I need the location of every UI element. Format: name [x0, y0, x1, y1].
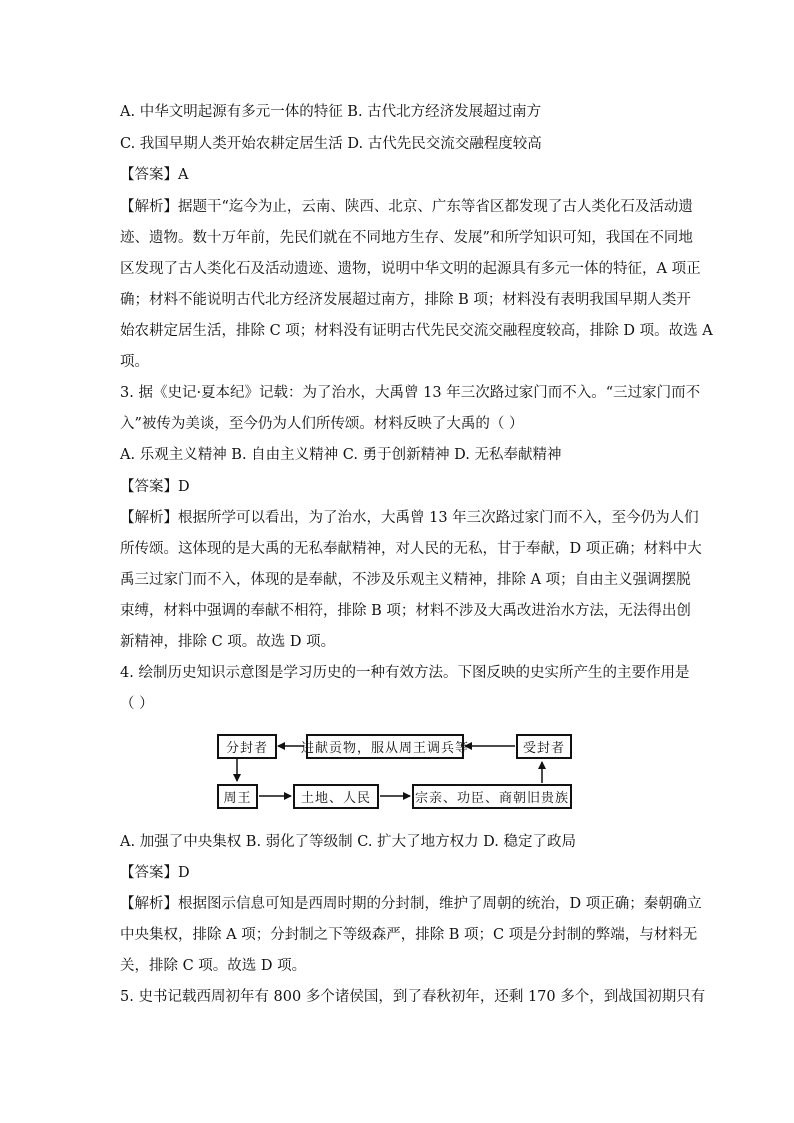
q2-options-line2: C. 我国早期人类开始农耕定居生活 D. 古代先民交流交融程度较高	[120, 136, 542, 152]
q3-options: A. 乐观主义精神 B. 自由主义精神 C. 勇于创新精神 D. 无私奉献精神	[120, 447, 562, 463]
q4-stem-line: （ ）	[120, 696, 154, 712]
q5-stem-line: 5. 史书记载西周初年有 800 多个诸侯国，到了春秋初年，还剩 170 多个，到战国初期只有	[120, 989, 706, 1005]
box-shoufengzhe: 受封者	[516, 734, 572, 759]
q2-analysis-line: 始农耕定居生活，排除 C 项；材料没有证明古代先民交流交融程度较高，排除 D 项。故选 A	[120, 323, 713, 339]
q4-answer: 【答案】D	[120, 865, 190, 881]
q4-stem-line: 4. 绘制历史知识示意图是学习历史的一种有效方法。下图反映的史实所产生的主要作用是	[120, 665, 690, 681]
q2-answer: 【答案】A	[120, 167, 189, 183]
q2-analysis-line: 项。	[120, 354, 149, 370]
q2-options-line1: A. 中华文明起源有多元一体的特征 B. 古代北方经济发展超过南方	[120, 104, 542, 120]
q2-analysis-line: 【解析】据题干“迄今为止，云南、陕西、北京、广东等省区都发现了古人类化石及活动遗	[120, 199, 693, 215]
q3-analysis-line: 所传颂。这体现的是大禹的无私奉献精神，对人民的无私，甘于奉献，D 项正确；材料中大	[120, 541, 702, 557]
box-tudi: 土地、人民	[293, 784, 379, 809]
q4-analysis-line: 【解析】根据图示信息可知是西周时期的分封制，维护了周朝的统治，D 项正确；秦朝确立	[120, 896, 702, 912]
q3-analysis-line: 禹三过家门而不入，体现的是奉献，不涉及乐观主义精神，排除 A 项；自由主义强调摆脱	[120, 572, 691, 588]
q3-stem-line: 入”被传为美谈，至今仍为人们所传颂。材料反映了大禹的（ ）	[120, 416, 524, 432]
q3-stem-line: 3. 据《史记·夏本纪》记载：为了治水，大禹曾 13 年三次路过家门而不入。“三过家门而不	[120, 385, 701, 401]
q4-analysis-line: 中央集权，排除 A 项；分封制之下等级森严，排除 B 项；C 项是分封制的弊端，与材料无	[120, 927, 698, 943]
q4-analysis-line: 关，排除 C 项。故选 D 项。	[120, 958, 307, 974]
box-fenfengzhe: 分封者	[217, 734, 277, 759]
q3-analysis-line: 【解析】根据所学可以看出，为了治水，大禹曾 13 年三次路过家门而不入，至今仍为人们	[120, 510, 699, 526]
q3-analysis-line: 新精神，排除 C 项。故选 D 项。	[120, 634, 336, 650]
box-zongqin: 宗亲、功臣、商朝旧贵族	[412, 784, 572, 809]
q2-analysis-line: 区发现了古人类化石及活动遗迹、遗物，说明中华文明的起源具有多元一体的特征，A 项正	[120, 261, 701, 277]
q4-options: A. 加强了中央集权 B. 弱化了等级制 C. 扩大了地方权力 D. 稳定了政局	[120, 834, 577, 850]
q3-answer: 【答案】D	[120, 479, 190, 495]
q2-analysis-line: 迹、遗物。数十万年前，先民们就在不同地方生存、发展”和所学知识可知，我国在不同地	[120, 230, 693, 246]
box-zhouwang: 周王	[217, 784, 258, 809]
box-gongwu: 进献贡物，服从周王调兵等	[306, 734, 464, 759]
q3-analysis-line: 束缚，材料中强调的奉献不相符，排除 B 项；材料不涉及大禹改进治水方法，无法得出创	[120, 603, 691, 619]
q2-analysis-line: 确；材料不能说明古代北方经济发展超过南方，排除 B 项；材料没有表明我国早期人类开	[120, 292, 691, 308]
